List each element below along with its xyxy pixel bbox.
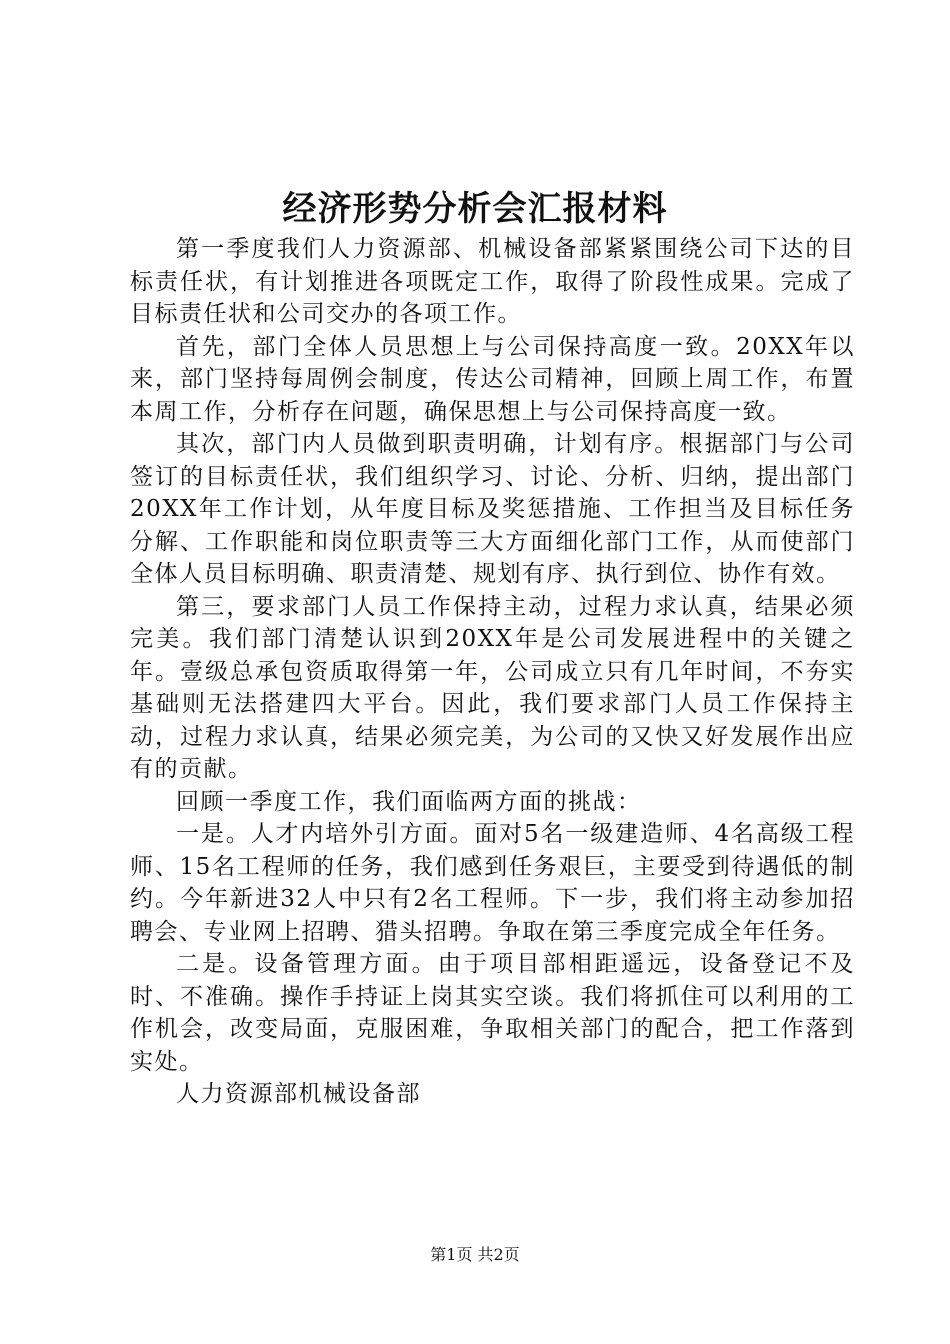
document-body	[130, 233, 855, 1111]
paragraph-signature: 人力资源部机械设备部	[176, 1081, 421, 1107]
paragraph-review: 回顾一季度工作，我们面临两方面的挑战：	[176, 788, 642, 815]
paragraph-challenge-one: 一是。人才内培外引方面。面对5名一级建造师、4名高级工程师、15名工程师的任务，我们感到任务艰巨，主要受到待遇低的制约。今年新进32人中只有2名工程师。下一步，我们将主动参加招聘会、专业网上招聘、猎头招聘。争取在第三季度完成全年任务。	[130, 821, 855, 945]
paragraph-challenge-two: 二是。设备管理方面。由于项目部相距遥远，设备登记不及时、不准确。操作手持证上岗其实空谈。我们将抓住可以利用的工作机会，改变局面，克服困难，争取相关部门的配合，把工作落到实处。	[130, 951, 855, 1075]
paragraph-first: 首先，部门全体人员思想上与公司保持高度一致。20XX年以来，部门坚持每周例会制度，传达公司精神，回顾上周工作，布置本周工作，分析存在问题，确保思想上与公司保持高度一致。	[130, 333, 855, 425]
paragraph-intro: 第一季度我们人力资源部、机械设备部紧紧围绕公司下达的目标责任状，有计划推进各项既定工作，取得了阶段性成果。完成了目标责任状和公司交办的各项工作。	[130, 236, 855, 327]
document-title: 经济形势分析会汇报材料	[282, 189, 668, 229]
paragraph-second: 其次，部门内人员做到职责明确，计划有序。根据部门与公司签订的目标责任状，我们组织学习、讨论、分析、归纳，提出部门20XX年工作计划，从年度目标及奖惩措施、工作担当及目标任务分解、工作职能和岗位职责等三大方面细化部门工作，从而使部门全体人员目标明确、职责清楚、规划有序、执行到位、协作有效。	[130, 431, 855, 587]
page-number-footer: 第1页 共2页	[430, 1245, 520, 1264]
paragraph-third: 第三，要求部门人员工作保持主动，过程力求认真，结果必须完美。我们部门清楚认识到20XX年是公司发展进程中的关键之年。壹级总承包资质取得第一年，公司成立只有几年时间，不夯实基础则无法搭建四大平台。因此，我们要求部门人员工作保持主动，过程力求认真，结果必须完美，为公司的又快又好发展作出应有的贡献。	[130, 593, 855, 782]
